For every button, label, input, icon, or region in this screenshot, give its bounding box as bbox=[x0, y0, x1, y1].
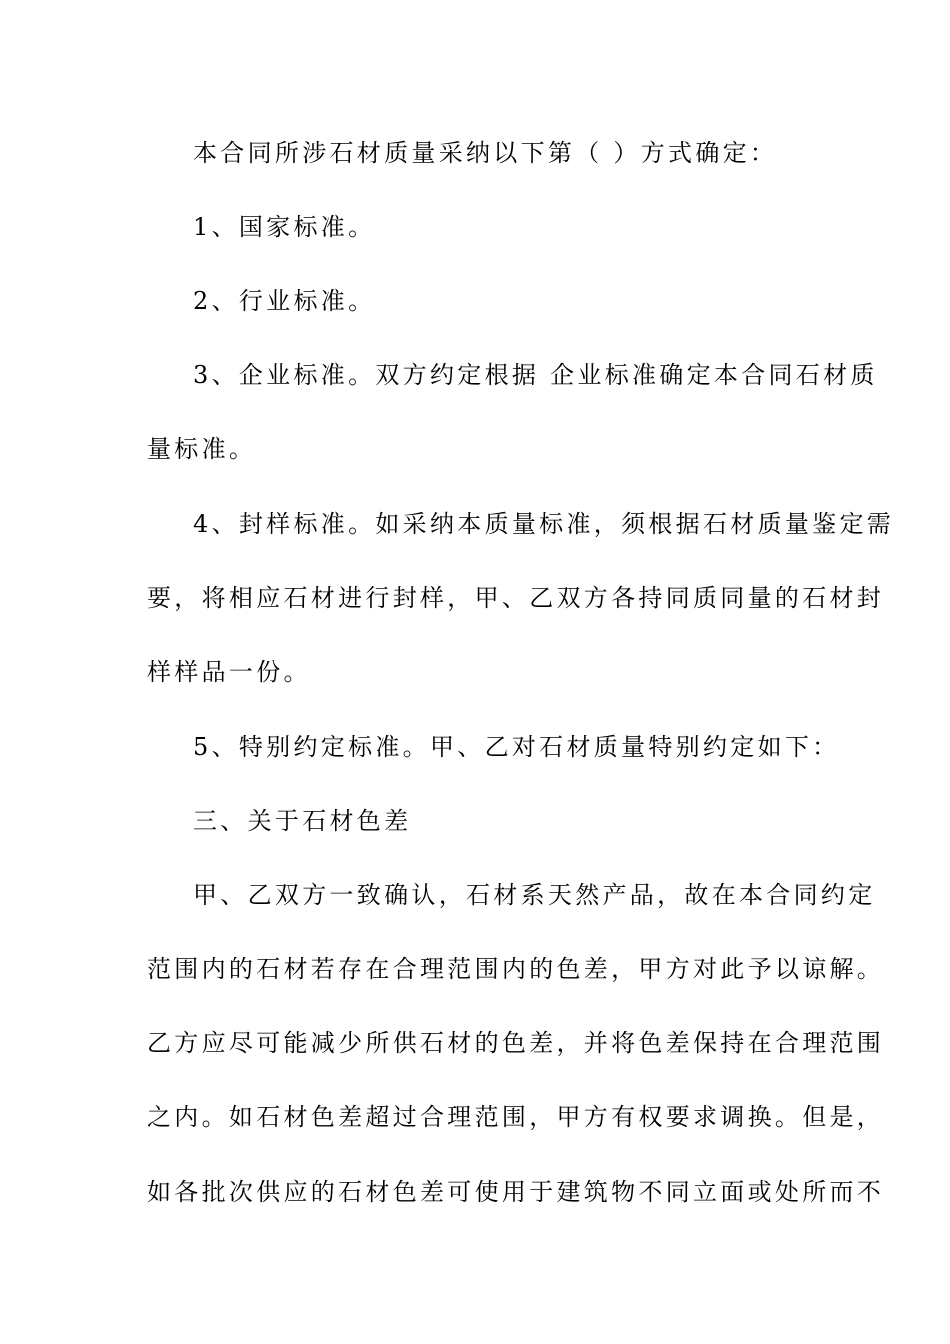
paragraph-color-difference-5: 如各批次供应的石材色差可使用于建筑物不同立面或处所而不 bbox=[147, 1178, 885, 1206]
list-item-sealed-sample-cont-2: 样样品一份。 bbox=[147, 658, 311, 686]
list-item-enterprise-standard-cont: 量标准。 bbox=[147, 435, 257, 463]
paragraph-color-difference-4: 之内。如石材色差超过合理范围，甲方有权要求调换。但是， bbox=[147, 1103, 885, 1131]
section-heading-color-difference: 三、关于石材色差 bbox=[193, 807, 412, 835]
paragraph-color-difference-2: 范围内的石材若存在合理范围内的色差，甲方对此予以谅解。 bbox=[147, 955, 885, 983]
paragraph-color-difference-1: 甲、乙双方一致确认，石材系天然产品，故在本合同约定 bbox=[193, 881, 876, 909]
list-item-special-standard: 5、特别约定标准。甲、乙对石材质量特别约定如下： bbox=[193, 733, 840, 761]
paragraph-color-difference-3: 乙方应尽可能减少所供石材的色差，并将色差保持在合理范围 bbox=[147, 1029, 885, 1057]
list-item-enterprise-standard: 3、企业标准。双方约定根据 企业标准确定本合同石材质 bbox=[193, 361, 878, 389]
list-item-national-standard: 1、国家标准。 bbox=[193, 213, 376, 241]
list-item-sealed-sample-cont-1: 要，将相应石材进行封样，甲、乙双方各持同质同量的石材封 bbox=[147, 584, 885, 612]
list-item-sealed-sample-standard: 4、封样标准。如采纳本质量标准，须根据石材质量鉴定需 bbox=[193, 510, 895, 538]
paragraph-intro: 本合同所涉石材质量采纳以下第（ ）方式确定： bbox=[193, 139, 778, 167]
list-item-industry-standard: 2、行业标准。 bbox=[193, 287, 376, 315]
